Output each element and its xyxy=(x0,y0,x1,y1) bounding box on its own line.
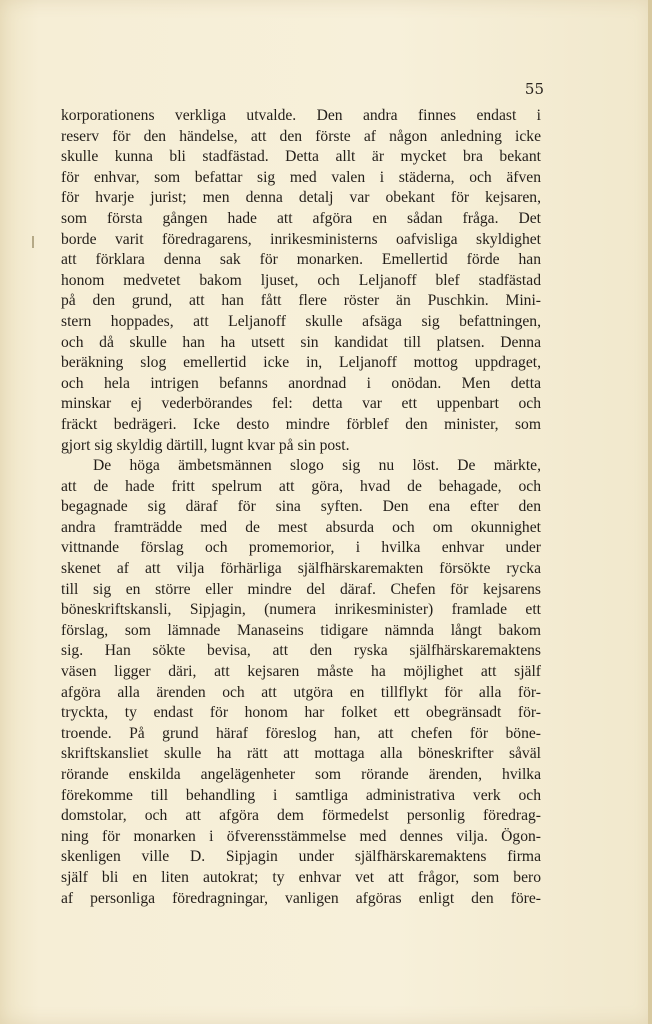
text-line: korporationens verkliga utvalde. Den andra finnes endast i xyxy=(61,107,541,124)
text-line: till sig en större eller mindre del däraf. Chefen för kejsarens xyxy=(61,580,541,598)
text-line: af personliga föredragningar, vanligen afgöras enligt den före- xyxy=(61,889,541,907)
text-line: sig. Han sökte bevisa, att den ryska själfhärskaremaktens xyxy=(61,642,541,660)
text-line: och då skulle han ha utsett sin kandidat till platsen. Denna xyxy=(61,333,541,351)
text-line: vittnande förslag och promemorior, i hvilka enhvar under xyxy=(61,539,541,557)
text-line: att de hade fritt spelrum att göra, hvad de behagade, och xyxy=(61,477,541,495)
text-line: att förklara denna sak för monarken. Emellertid förde han xyxy=(61,251,541,269)
text-line: som första gången hade att afgöra en sådan fråga. Det xyxy=(61,209,541,227)
text-line: förekomme till behandling i samtliga administrativa verk och xyxy=(61,786,541,804)
text-line: gjort sig skyldig därtill, lugnt kvar på sin post. xyxy=(61,436,350,454)
text-line: De höga ämbetsmännen slogo sig nu löst. De märkte, xyxy=(93,457,541,475)
text-line: fräckt bedrägeri. Icke desto mindre förblef den minister, som xyxy=(61,415,541,433)
text-line: reserv för den händelse, att den förste af någon anledning icke xyxy=(61,127,541,145)
text-line: för hvarje jurist; men denna detalj var obekant för kejsaren, xyxy=(61,189,541,207)
text-line: troende. På grund häraf föreslog han, att chefen för böne- xyxy=(61,724,541,742)
text-line: böneskriftskansli, Sipjagin, (numera inrikesminister) framlade ett xyxy=(61,601,541,619)
text-line: domstolar, och att afgöra dem förmedelst personlig föredrag- xyxy=(61,807,541,825)
text-line: förslag, som lämnade Manaseins tidigare nämnda långt bakom xyxy=(61,621,541,639)
text-line: för enhvar, som befattar sig med valen i städerna, och äfven xyxy=(61,168,541,186)
page-number: 55 xyxy=(524,80,544,98)
text-line: tryckta, ty endast för honom har folket ett obegränsadt för- xyxy=(61,704,541,722)
text-line: honom medvetet bakom ljuset, och Leljanoff blef stadfästad xyxy=(61,271,541,289)
margin-mark xyxy=(32,236,34,248)
page-edge xyxy=(648,0,652,1024)
text-line: stern hoppades, att Leljanoff skulle afsäga sig befattningen, xyxy=(61,312,541,330)
text-line: skriftskansliet skulle ha rätt att mottaga alla böneskrifter såväl xyxy=(61,745,541,763)
text-line: beräkning slog emellertid icke in, Leljanoff mottog uppdraget, xyxy=(61,354,541,372)
body-text xyxy=(61,106,541,909)
text-line: och hela intrigen befanns anordnad i onödan. Men detta xyxy=(61,374,541,392)
text-line: borde varit föredragarens, inrikesministerns oafvisliga skyldighet xyxy=(61,230,541,248)
text-line: ning för monarken i öfverensstämmelse med dennes vilja. Ögon- xyxy=(61,827,541,845)
text-line: på den grund, att han fått flere röster än Puschkin. Mini- xyxy=(61,292,541,310)
text-line: väsen ligger däri, att kejsaren måste ha möjlighet att själf xyxy=(61,663,541,681)
text-line: skenligen ville D. Sipjagin under själfhärskaremaktens firma xyxy=(61,848,541,866)
text-line: begagnade sig däraf för sina syften. Den ena efter den xyxy=(61,498,541,516)
text-line: andra framträdde med de mest absurda och om okunnighet xyxy=(61,518,541,536)
text-line: minskar ej vederbörandes fel: detta var ett uppenbart och xyxy=(61,395,541,413)
text-line: rörande enskilda angelägenheter som rörande ärenden, hvilka xyxy=(61,766,541,783)
text-line: skulle kunna bli stadfästad. Detta allt är mycket bra bekant xyxy=(61,148,541,166)
text-line: skenet af att vilja förhärliga själfhärskaremakten försökte rycka xyxy=(61,560,541,578)
text-line: själf bli en liten autokrat; ty enhvar vet att frågor, som bero xyxy=(61,868,541,886)
text-line: afgöra alla ärenden och att utgöra en tillflykt för alla för- xyxy=(61,683,541,701)
